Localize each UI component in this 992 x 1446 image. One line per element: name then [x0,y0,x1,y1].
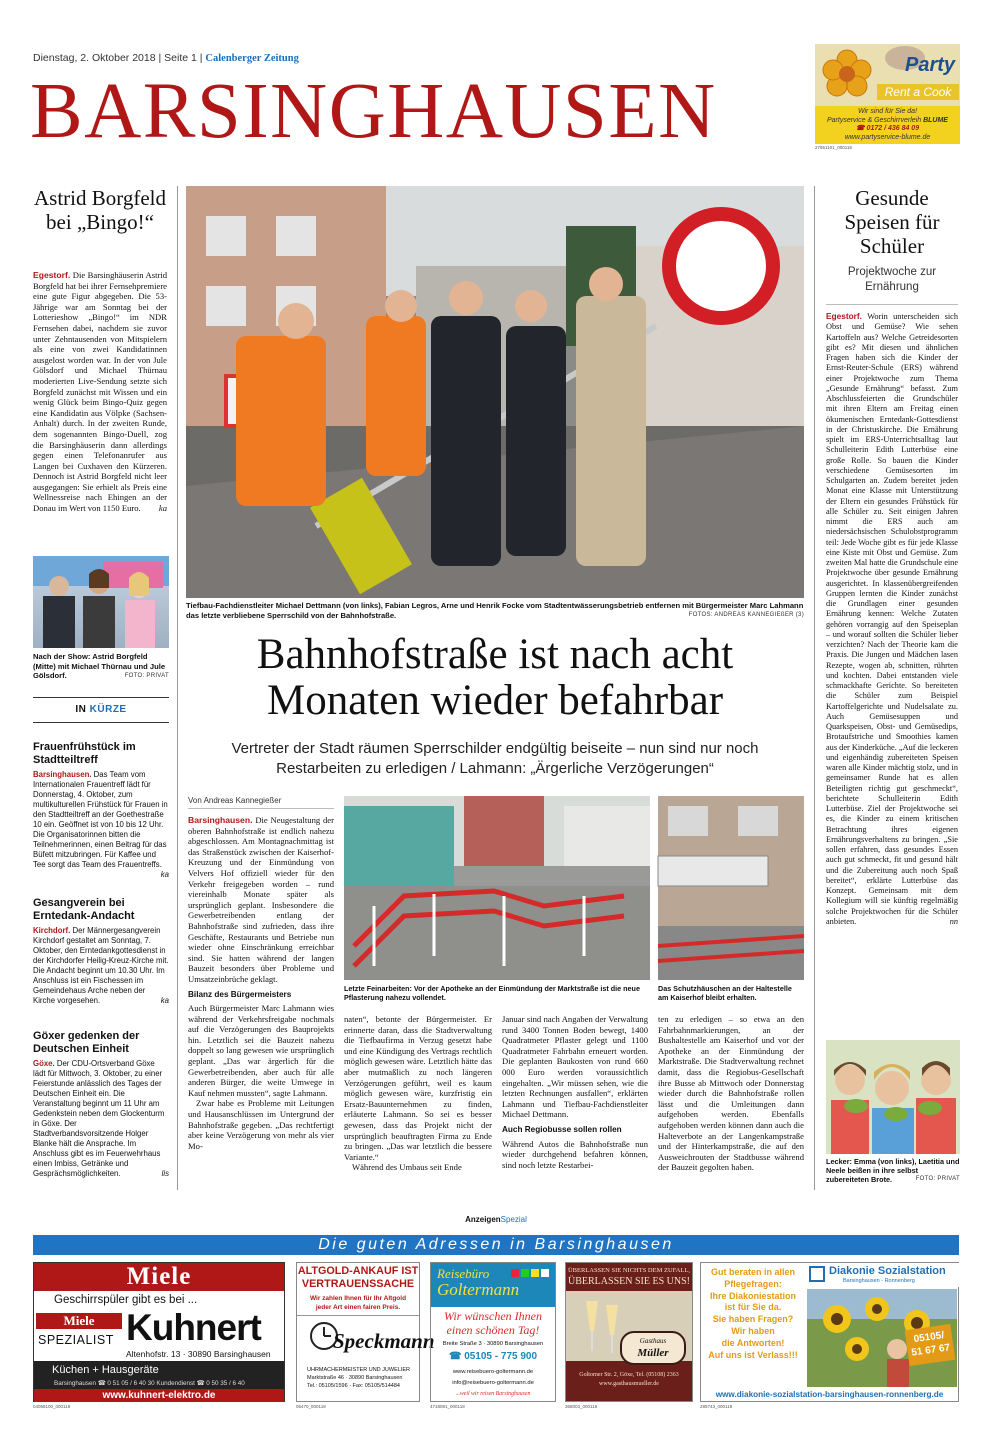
kuhnert-web[interactable]: www.kuhnert-elektro.de [34,1389,284,1402]
body-text: naten“, betonte der Bürgermeister. Er erinnerte daran, dass die Stadtverwaltung die Tiefbaufirma in Verzug gesetzt habe und eine Kündigung des Vertrags rechtlich möglich gewesen wäre. Letztlich hätte das aber mutmaßlich zu noch längeren Verzögerungen geführt, weil es kaum möglich gewesen wäre, kurzfristig ein Ersatz-Bauunternehmen zu finden, erläuterte Lahmann. So sei es besser gewesen, dass das Projekt nicht der ursprünglich beauftragten Firma zu Ende zu bringen. „Das war letztlich die bessere Variante.“ [344,1014,492,1162]
miele-tag: Geschirrspüler gibt es bei ... [54,1294,198,1306]
ad-line: Marktstraße 46 · 30890 Barsinghausen [307,1375,403,1381]
mueller-name-2: Müller [637,1347,669,1359]
ad-code: 4718081_000118 [430,1404,465,1409]
party-service-ad[interactable] [815,44,960,144]
author-sign: ka [160,996,169,1005]
caption-text: Lecker: Emma (von links), Laetitia und Neele beißen in ihre selbst zubereiteten Brote. [826,1157,960,1185]
miele-logo: Miele [34,1263,284,1291]
ad-line: ALTGOLD-ANKAUF IST [297,1265,419,1277]
kuhnert-miele-ad[interactable] [33,1262,285,1402]
kuhnert-address: Altenhofstr. 13 · 30890 Barsinghausen [126,1349,271,1359]
mueller-name-1: Gasthaus [639,1337,667,1345]
diakonie-sub: Barsinghausen - Ronnenberg [843,1278,915,1284]
byline: Von Andreas Kannegießer [188,796,282,805]
masthead-title: BARSINGHAUSEN [30,68,717,155]
ad-line: ÜBERLASSEN SIE ES UNS! [568,1276,690,1287]
divider [297,1315,419,1316]
right-story-subhead: Projektwoche zur Ernährung [847,266,937,293]
location-tag: Barsinghausen. [33,770,92,779]
ads-section-label [0,1215,992,1224]
headline-line: Bahnhofstraße ist nach acht [256,631,734,678]
goltermann-phone: 05105 - 775 900 [464,1351,538,1362]
kurz-item-3 [33,1030,169,1179]
flower-icon [817,46,877,106]
main-col-3 [502,1014,648,1170]
kurz-item-1 [33,741,169,880]
diakonie-web[interactable]: www.diakonie-sozialstation-barsinghausen-ronnenberg.de [715,1390,944,1399]
people-illustration [33,556,169,648]
rent-a-cook: Rent a Cook [877,84,959,100]
main-headline [186,632,804,724]
bingo-photo [33,556,169,648]
dateline: Dienstag, 2. Oktober 2018 | Seite 1 | Calenberger Zeitung [33,52,299,64]
ad-code: 368003_000118 [565,1404,598,1409]
speckmann-ad[interactable] [296,1262,435,1402]
bus-stop-illustration [658,796,804,980]
kids-caption [826,1157,960,1185]
ad-name: BLUME [923,116,948,124]
ad-photo-area [815,44,960,106]
travel-icons [511,1269,549,1283]
location-tag: Egestorf. [33,270,71,280]
location-tag: Egestorf. [826,311,862,321]
kids-photo [826,1040,960,1154]
ad-line: info@reisebuero-goltermann.de [452,1380,534,1386]
column-rule-left [177,186,178,1190]
body-text: Zwar habe es Probleme mit Leitungen und Hausanschlüssen im Untergrund der Bahnhofstraße gegeben. „Das rechtfertigt aber keine Verzögerung von mehr als vier Mo- [188,1098,334,1151]
label-b: Spezial [500,1215,527,1224]
ad-line: jeder Art einen fairen Preis. [315,1304,401,1311]
kurz-title: Gesangverein bei Erntedank-Andacht [33,897,135,922]
diakonie-ad[interactable] [700,1262,959,1402]
ad-line: Wir wünschen Ihnen [444,1309,542,1323]
ad-line: UHRMACHERMEISTER UND JUWELIER [307,1367,410,1373]
ad-line: Wir haben [731,1325,775,1336]
ad-line: www.reisebuero-goltermann.de [452,1369,534,1375]
main-subhead [186,739,804,779]
subhead-line: Restarbeiten zu erledigen / Lahmann: „Ärgerliche Verzögerungen“ [276,760,714,777]
ad-line: Gut beraten in allen [710,1267,795,1277]
ad-line: Pflegefragen: [724,1278,782,1289]
paper-name: Calenberger Zeitung [205,53,299,64]
subheading: Bilanz des Bürgermeisters [188,989,292,999]
main-photo [186,186,804,598]
date: Dienstag, 2. Oktober 2018 [33,52,156,64]
ads-banner: Die guten Adressen in Barsinghausen [33,1235,959,1255]
spezialist-label: SPEZIALIST [38,1333,114,1347]
body-text: Januar sind nach Angaben der Verwaltung rund 3400 Tonnen Boden bewegt, 1400 Quadratmeter Pflaster gelegt und 1100 Quadratmeter Fahrbahn erneuert worden. Die geplanten Baukosten von rund 660 000 Euro werden voraussichtlich eingehalten. „Wir müssen sehen, wie die letzten Rechnungen ausfallen“, erklärten Lahmann und Tiefbau-Fachdienstleiter Michael Dettmann. [502,1014,648,1120]
ad-line: die Antworten! [721,1337,785,1348]
in-kuerze-label [33,704,169,715]
caption-text: Nach der Show: Astrid Borgfeld (Mitte) mit Michael Thürnau und Jule Gölsdorf. [33,652,166,681]
kurz-title: Frauenfrühstück im Stadtteiltreff [33,741,136,766]
construction-illustration [344,796,650,980]
body-text: Worin unterscheiden sich Obst und Gemüse? Wie sehen Kartoffeln aus? Welche Getreidesorten gibt es? Mit diesen und ähnlichen Fragen haben sich die Kinder der Ernst-Reuter-Schule (ERS) während einer Projektwoche zum Thema „Gesunde Ernährung“ befasst. Zum Abschlussfeierten die Grundschüler mit ihren Eltern am Freitag einen ökumenischen Erntedank-Gottesdienst in der Christuskirche. Die Ernährung spielt im ERS-Unterrichtsalltag laut Schulleiterin Edith Lutterbüse eine große Rolle. So bauen die Kinder verschiedene Gemüsesorten im Schulgarten an. Zudem bereitet jeden Monat eine Klasse mit Unterstützung der Eltern ein gesundes Frühstück für alle Schüler zu. Seit einigen Jahren nimmt die ERS auch am niedersächsischen Schulobstprogramm teil: Jede Woche gibt es für jede Klasse eine Kiste mit Obst und Gemüse. Zum zweiten Mal hatte die Grundschule eine Projektwoche über gesunde Ernährung ausgerichtet. In klassenübergreifenden Gruppen lernten die Kinder zunächst die Grundlagen einer gesunden Ernährung kennen: Welche Zutaten gehören vorrangig auf den Speiseplan – und worauf sollten die Schüler lieber verzichten? Nach der Theorie kam die Praxis. Die Jungen und Mädchen lasen Rezepte, wogen ab, schnitten, rührten und kochten. Dabei entstanden viele schmackhafte Gerichte. So bereiteten die Schüler zum Beispiel Kartoffelgerichte und Nudelsalate zu. Auch Gemüsesuppen und Quarkspeisen, Obst- und Gemüsedips, Brotaufstriche und Smoothies kamen aus der Kinderküche. „Auf die leckeren und eigenhändig zubereiteten Speisen waren alle Kinder mächtig stolz, und in gemeinsamer Runde hat es allen Beteiligten richtig gut geschmeckt“, berichtete Schulleiterin Edith Lutterbüse. Ziel der Projektwoche sei es, die Kinder zu einem kritischen Betrachtung ihres eigenen Ernährungsverhaltens zu bringen. „Sie sollen erfahren, dass gesundes Essen auch gut schmeckt, fit und gesund hält und die Zubereitung auch noch Spaß bereitet“, erklärte Lutterbüse das Konzept. Gemeinsam mit dem Kollegium will sie künftig regelmäßig solche Projektwochen für die Schüler anbieten. [826,312,959,926]
diakonie-phone-badge [905,1324,956,1366]
ad-web: www.partyservice-blume.de [844,133,931,141]
headline-line: Monaten wieder befahrbar [266,677,724,724]
column-rule-right [814,186,815,1190]
phone-line: 51 67 67 [910,1342,951,1359]
author-sign: ka [160,870,169,879]
body-text: Der CDU-Ortsverband Göxe lädt für Mittwoch, 3. Oktober, zu einer Feierstunde anlässlich des Tages der Deutschen Einheit ein. Die Veranstaltung beginnt um 11 Uhr am Gedenkstein neben dem Glockenturm in Göxe. Der Stadtverbandsvorsitzende Holger Blanke hält die Ansprache. Im Anschluss gibt es im Feuerwehrhaus einen Imbiss, Getränke und Gesprächsmöglichkeiten. [33,1059,165,1178]
phone-line: 05105/ [913,1329,945,1346]
author-sign: lis [161,1169,169,1178]
ad-code: 295743_000118 [700,1404,733,1409]
location-tag: Göxe. [33,1059,55,1068]
label-kuerze: KÜRZE [89,704,127,715]
goltermann-header [431,1263,555,1307]
body-text: Die Barsinghäuserin Astrid Borgfeld hat bei ihrer Fernsehpremiere eine gute Figur abgegeben. Die 53-Jährige war am Sonntag bei der Lotterieshow „Bingo!“ im NDR Fernsehen dabei, nachdem sie zuvor unter Zehntausenden von Mitspielern als eine von zwei Kandidatinnen ausgelost worden war. In der von Jule Gölsdorf und Michael Thürnau moderierten Live-Sendung setzte sich Borgfeld zunächst mit Wissen und ein wenig Glück beim Bingo-Quiz gegen eine Kandidatin aus Völpke (Sachsen-Anhalt) durch. In der zweiten Runde, dem sogenannten Bingo-Duell, zog die Barsinghäuserin dann allerdings gegen einen Telefonanrufer aus Langen bei Cuxhaven den Kürzeren. Dennoch ist Astrid Borgfeld nicht leer ausgegangen: Sie erhielt als Preis eine Wellnessreise nach Ehingen an der Donau im Wert von 1150 Euro. [33,270,167,514]
body-text: ten zu erledigen – so etwa an den Fahrbahnmarkierungen, an der Bushaltestelle am Kaiserhof und vor der Apotheke an der Einmündung der Marktstraße. Die Stadtverwaltung rechnet damit, dass die Regiobus-Gesellschaft ihre Busse ab Mittwoch oder Donnerstag wieder durch die Bahnhofstraße rollen lässt und die Umleitungen dann aufgehoben werden. Ebenfalls aufgehoben werden können dann auch die Halteverbote an der Langenkampstraße und der Hinterkampstraße, die auf den Ausweichrouten der Stadtbusse während der Bauzeit gegolten haben. [658,1014,804,1173]
goltermann-name: Goltermann [437,1280,520,1299]
photo-credit: FOTOS: ANDREAS KANNEGIEßER (3) [688,611,804,618]
bingo-caption [33,652,169,682]
main-col-1 [188,815,334,1151]
speckmann-name: Speckmann [333,1329,435,1353]
ad-line: Partyservice & Geschirrverleih [827,116,922,124]
photo-credit: FOTO: PRIVAT [915,1176,960,1183]
party-brand: Party [905,54,956,76]
author-sign: nn [949,916,958,926]
ad-line: ÜBERLASSEN SIE NICHTS DEM ZUFALL, [567,1267,691,1274]
kuhnert-category: Küchen + Hausgeräte [34,1361,284,1379]
kurz-title: Göxer gedenken der Deutschen Einheit [33,1030,140,1055]
kurz-item-2 [33,897,169,1006]
kuhnert-phones: Barsinghausen ☎ 0 51 05 / 6 40 30 Kundendienst ☎ 0 50 35 / 6 40 [34,1379,284,1389]
bus-stop-photo [658,796,804,980]
body-text: Das Team vom Internationalen Frauentreff lädt für Donnerstag, 4. Oktober, zum multikulturellen Frühstück für Frauen in den Stadtteiltreff an der Goethestraße 10 ein. Geöffnet ist von 10 bis 12 Uhr. Die Organisatorinnen bitten die Teilnehmerinnen, einen Beitrag für das Büfett mitzubringen. Für Kaffee und Tee sorgt das Team des Frauentreffs. [33,770,168,869]
ad-line: Wir zahlen Ihnen für Ihr Altgold [309,1295,407,1302]
divider [33,697,169,698]
subheading: Auch Regiobusse sollen rollen [502,1124,622,1134]
main-col-2 [344,1014,492,1173]
right-story-headline: Gesunde Speisen für Schüler [844,186,940,258]
mueller-logo [620,1331,686,1365]
ad-line: VERTRAUENSSACHE [301,1278,415,1290]
left-story-body [33,270,167,514]
pharmacy-photo [344,796,650,980]
subhead-line: Vertreter der Stadt räumen Sperrschilder endgültig beiseite – nun sind nur noch [231,740,759,757]
pharmacy-caption: Letzte Feinarbeiten: Vor der Apotheke an der Einmündung der Marktstraße ist die neue Pflasterung nahezu vollendet. [344,984,640,1002]
bus-stop-caption: Das Schutzhäuschen an der Haltestelle am Kaiserhof bleibt erhalten. [658,984,792,1002]
divider [188,808,334,809]
goltermann-brand: Reisebüro [437,1266,490,1281]
diakonie-header [807,1263,959,1287]
miele-logo-small: Miele [36,1313,122,1329]
goltermann-ad[interactable]: Reisebüro Goltermann Wir wünschen Ihnen einen schönen Tag! Breite Straße 3 · 30890 Barsinghausen ☎ 05105 - 775 900 www.reisebuero-goltermann.de info@reisebuero-goltermann.de ...weil wir reisen Barsinghausen [430,1262,556,1402]
goltermann-slogan: ...weil wir reisen Barsinghausen [455,1391,531,1397]
street-scene-illustration [186,186,804,598]
right-story-body [826,311,958,927]
goltermann-address: Breite Straße 3 · 30890 Barsinghausen [442,1341,544,1347]
main-photo-caption [186,601,804,620]
photo-credit: FOTO: PRIVAT [124,673,169,680]
page-number: Seite 1 [164,52,197,64]
main-col-4 [658,1014,804,1173]
body-text: Auch Bürgermeister Marc Lahmann wies während der Verkehrsfreigabe nochmals auf die Verzögerungen des Bauprojekts hin. Letztlich sei die Bauzeit nahezu doppelt so lang gewesen wie ursprünglich geplant. „Das war ärgerlich für die Gewerbetreibenden, aber auch für alle anderen Bürger, die weite Umwege in Kauf nehmen mussten“, sagte Lahmann. [188,1003,334,1098]
location-tag: Kirchdorf. [33,926,71,935]
ad-line: Auf uns ist Verlass!!! [708,1349,798,1360]
ad-code: 05470_000118 [296,1404,326,1409]
ad-line: www.gasthausmueller.de [599,1381,659,1387]
ad-line: Sie haben Fragen? [712,1314,794,1325]
ad-line: Goltorner Str. 2, Göxe, Tel. (05108) 2363 [579,1372,679,1378]
ad-line: Tel.: 05105/1596 · Fax: 05105/514484 [307,1383,400,1389]
diakonie-name: Diakonie Sozialstation [829,1265,946,1277]
location-tag: Barsinghausen. [188,815,253,825]
label-a: Anzeigen [465,1215,501,1224]
body-text: Der Männergesangverein Kirchdorf gestaltet am Sonntag, 7. Oktober, den Erntedankgottesdienst in der Kirchdorfer Heilig-Kreuz-Kirche mit. Die Andacht beginnt um 10.30 Uhr. Im Anschluss ist ein Fischessen im Gemeindehaus Arche neben der Kirche vorgesehen. [33,926,169,1005]
author-sign: ka [158,503,167,514]
ad-line: Wir sind für Sie da! [857,108,918,115]
left-story-headline: Astrid Borgfeld bei „Bingo!“ [33,186,167,234]
divider [33,722,169,723]
divider [826,304,958,305]
ad-code: 27651101_000118 [815,145,852,150]
body-text: Während Autos die Bahnhofstraße nun wieder durchgehend befahren können, sind noch letzte Restarbei- [502,1138,648,1170]
diakonie-logo-icon [809,1266,825,1282]
kuhnert-name: Kuhnert [126,1307,261,1348]
body-text: Die Neugestaltung der oberen Bahnhofstraße ist endlich nahezu abgeschlossen. Am Montagnachmittag ist das Straßenstück zwischen der Kaiserhof-Kreuzung und der Einmündung von Velvers Hof offiziell wieder für den Verkehr freigegeben worden – rund viereinhalb Monate später als ursprünglich geplant. Insbesondere die Gewerbetreibenden entlang der Bahnhofstraße sind zufrieden, dass ihre Geschäfte, Restaurants und Betriebe nun wieder ohne Einschränkung erreichbar sind. Sie hatten während der langen Bauzeit besonders über Probleme und Umsatzeinbrüche geklagt. [188,815,334,984]
ad-phone: 0172 / 436 84 09 [866,125,920,132]
children-illustration [826,1040,960,1154]
ad-line: Ihre Diakoniestation [709,1290,797,1301]
party-ad-text: Wir sind für Sie da! Partyservice & Geschirrverleih BLUME ☎ 0172 / 436 84 09 www.partyservice-blume.de [815,106,960,144]
ad-code: 04058100_000118 [33,1404,71,1409]
label-in: IN [75,704,87,715]
caption-text: Tiefbau-Fachdienstleiter Michael Dettmann (von links), Fabian Legros, Arne und Henrik Focke vom Stadtentwässerungsbetrieb entfernen mit Bürgermeister Marc Lahmann das letzte verbliebene Sperrschild von der Bahnhofstraße. [186,601,804,620]
ad-line: einen schönen Tag! [446,1323,540,1337]
ad-line: ist für Sie da. [724,1302,782,1313]
gasthaus-mueller-ad[interactable] [565,1262,693,1402]
body-text: Während des Umbaus seit Ende [352,1162,462,1173]
